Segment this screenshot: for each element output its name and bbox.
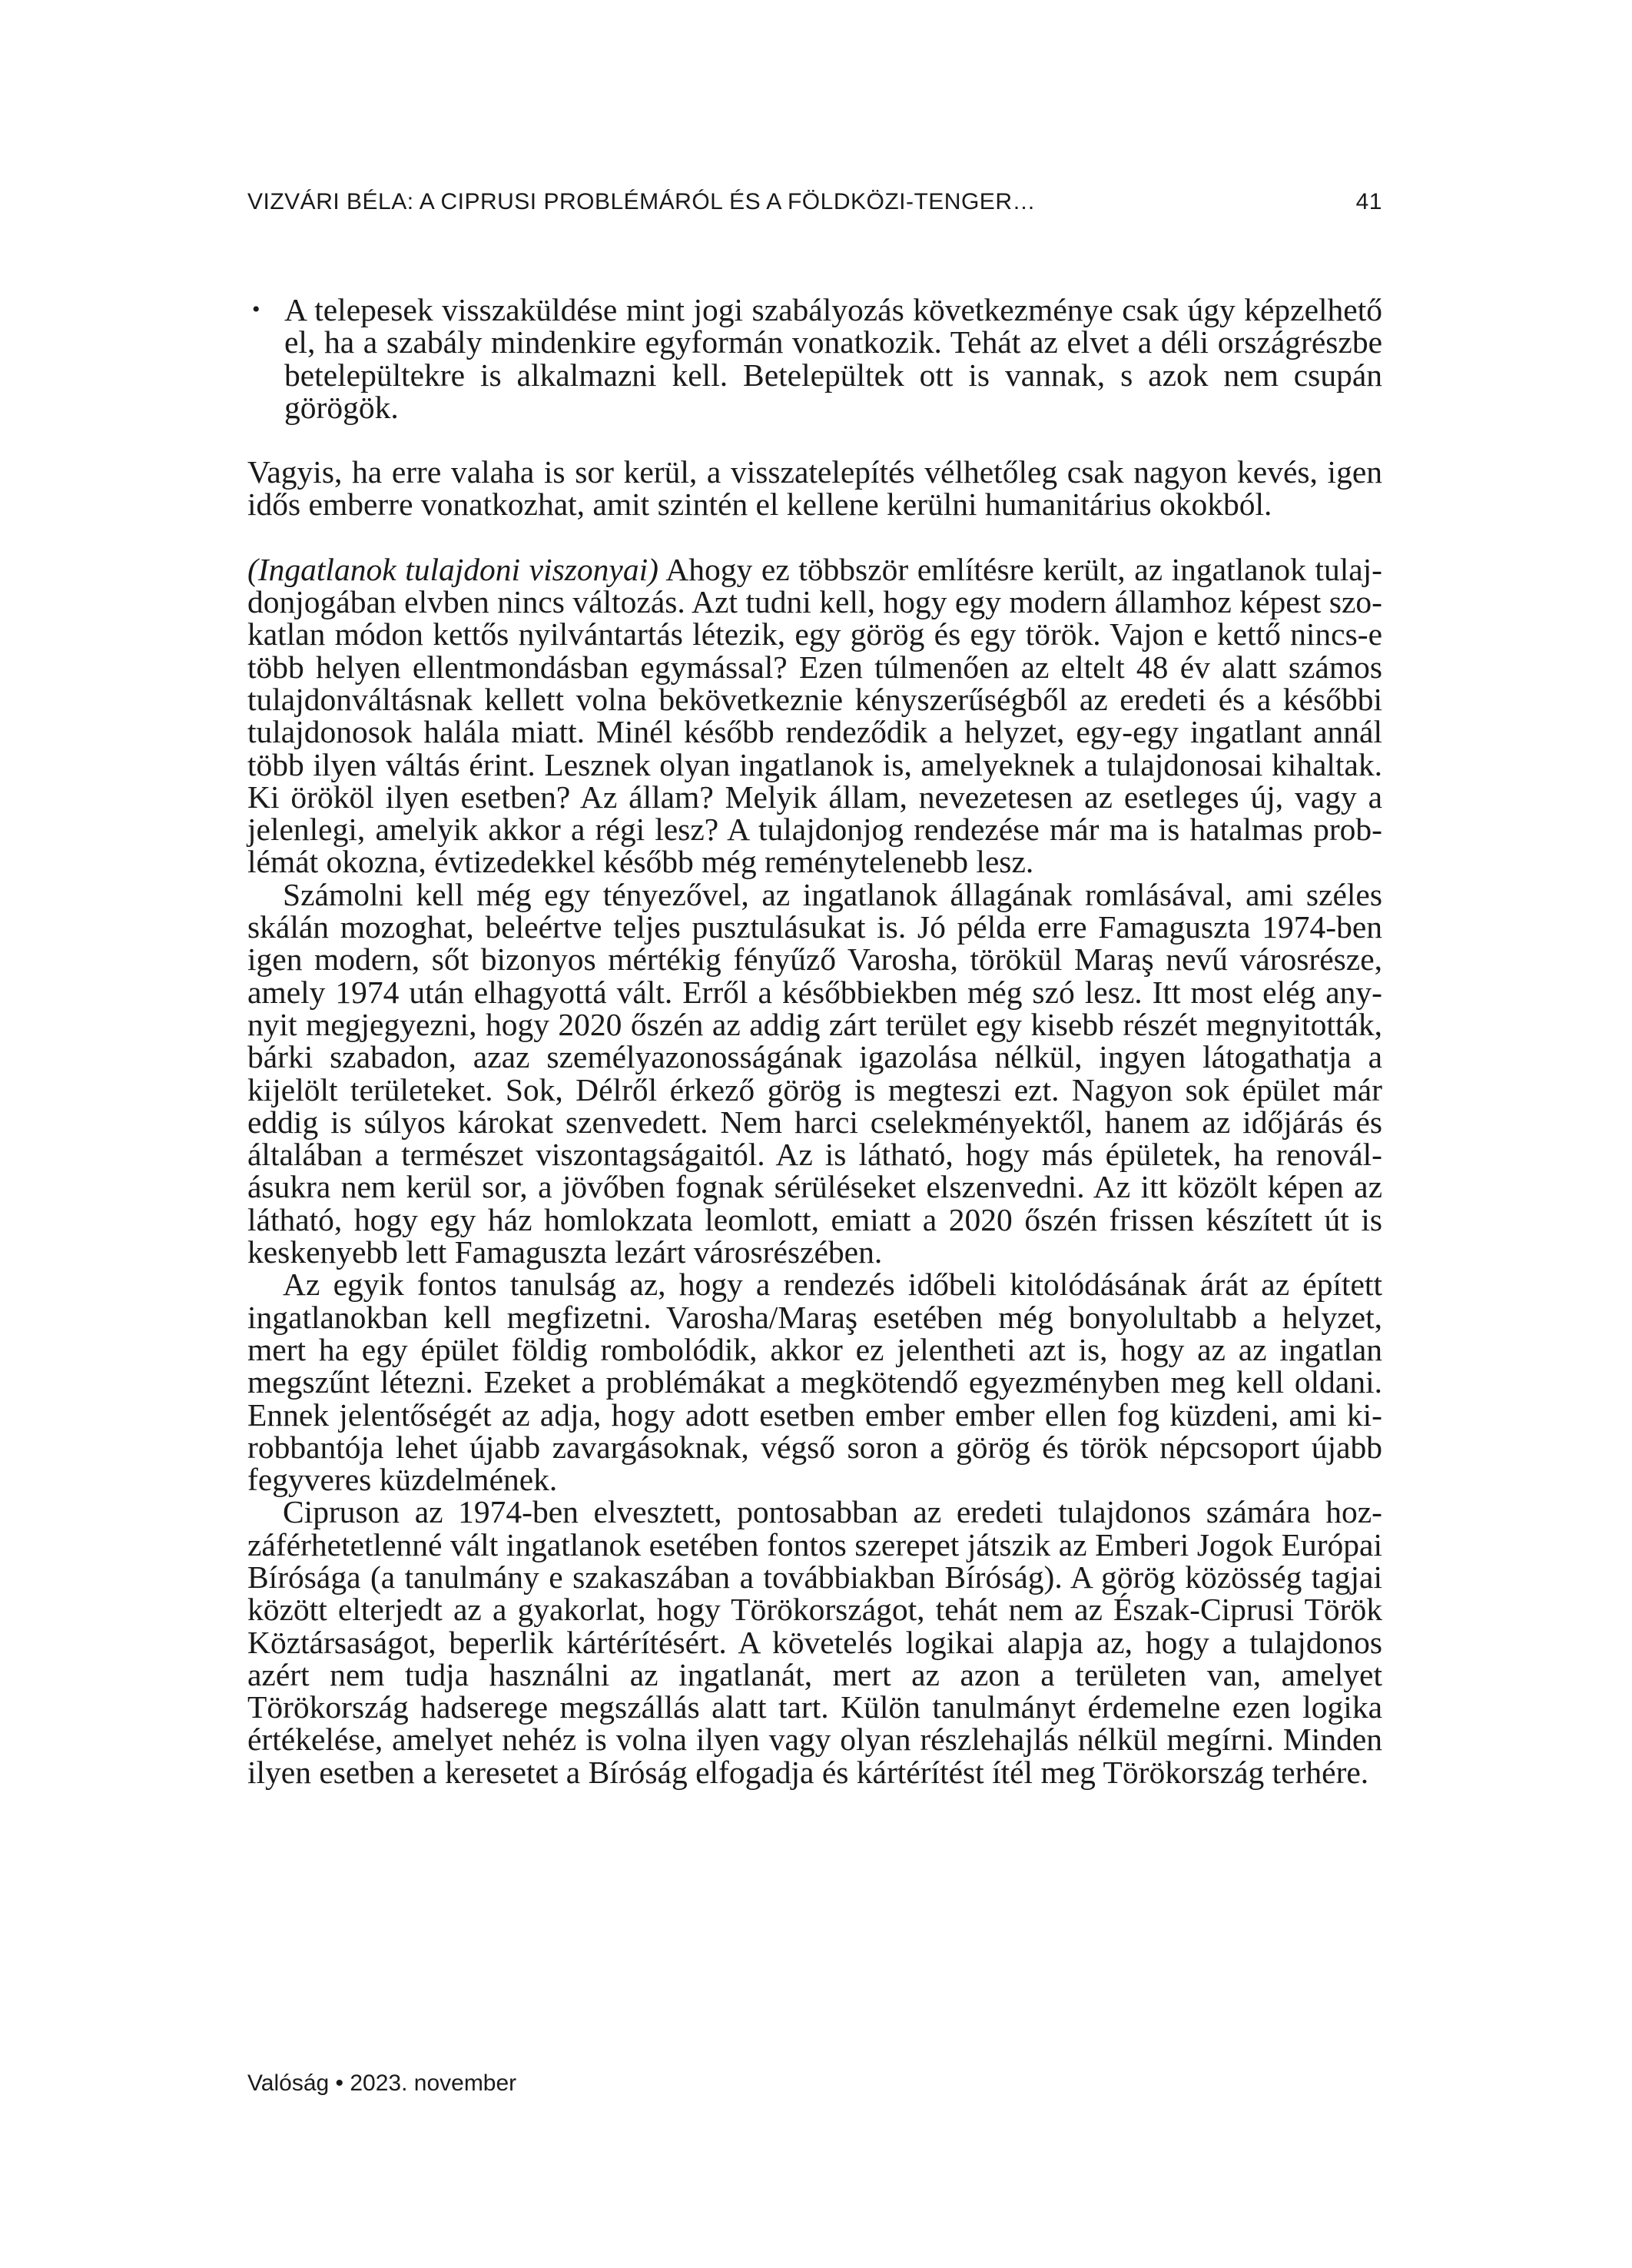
article-body	[247, 294, 1382, 1788]
bullet-text: A telepesek visszaküldése mint jogi szabályozás következménye csak úgy képzelhető el, ha a szabály mindenkire egyformán vonatkozik. Tehát az elvet a déli országrészbe betelepültekre is alkalmazni kell. Betelepültek ott is vannak, s azok nem csupán görögök.	[284, 292, 1382, 425]
page-number: 41	[1355, 189, 1382, 214]
running-title: VIZVÁRI BÉLA: A CIPRUSI PROBLÉMÁRÓL ÉS A FÖLDKÖZI-TENGER…	[247, 189, 1036, 214]
bullet-list-item	[247, 294, 1382, 423]
page-footer	[247, 2070, 516, 2097]
paragraph-text: Ahogy ez többször említésre került, az ingatlanok tulajdonjogában elvben nincs változás. Azt tudni kell, hogy egy modern államhoz képest szokatlan módon kettős nyilvántartás létezik, egy görög és egy török. Vajon e kettő nincs-e több helyen ellentmondásban egymással? Ezen túlmenően az eltelt 48 év alatt számos tulajdonváltásnak kellett volna bekövetkeznie kényszerűségből az eredeti és a későbbi tulajdonosok halála miatt. Minél később rendeződik a helyzet, egy-egy ingatlant annál több ilyen váltás érint. Lesznek olyan ingatlanok is, amelyeknek a tulajdonosai kihaltak. Ki örököl ilyen esetben? Az állam? Melyik állam, nevezetesen az esetleges új, vagy a jelenlegi, amelyik akkor a régi lesz? A tulajdonjog rendezése már ma is hatalmas problémát okozna, évtizedekkel később még reménytelenebb lesz.	[247, 551, 1382, 880]
paragraph-szamolni: Számolni kell még egy tényezővel, az ingatlanok állagának romlásával, ami széles skálán mozoghat, beleértve teljes pusztulásukat is. Jó példa erre Famaguszta 1974-ben igen modern, sőt bizonyos mértékig fényűző Varosha, törökül Maraş nevű városrésze, amely 1974 után elhagyottá vált. Erről a későbbiekben még szó lesz. Itt most elég anynyit megjegyezni, hogy 2020 őszén az addig zárt terület egy kisebb részét megnyitották, bárki szabadon, azaz személyazonosságának igazolása nélkül, ingyen látogathatja a kijelölt területeket. Sok, Délről érkező görög is megteszi ezt. Nagyon sok épület már eddig is súlyos károkat szenvedett. Nem harci cselekményektől, hanem az időjárás és általában a természet viszontagságaitól. Az is látható, hogy más épületek, ha renoválásukra nem kerül sor, a jövőben fognak sérüléseket elszenvedni. Az itt közölt képen az látható, hogy egy ház homlokzata leomlott, emiatt a 2020 őszén frissen készített út is keskenyebb lett Famaguszta lezárt városrészében.	[247, 876, 1382, 1270]
publication-info: Valóság • 2023. november	[247, 2070, 517, 2096]
running-head	[247, 189, 1382, 215]
paragraph-ingatlanok	[247, 553, 1382, 878]
paragraph-tanulsag: Az egyik fontos tanulság az, hogy a rendezés időbeli kitolódásának árát az épített ingatlanokban kell megfizetni. Varosha/Maraş esetében még bonyolultabb a helyzet, mert ha egy épület földig rombolódik, akkor ez jelentheti azt is, hogy az az ingatlan megszűnt létezni. Ezeket a problémákat a megkötendő egyezményben meg kell oldani. Ennek jelentőségét az adja, hogy adott esetben ember ember ellen fog küzdeni, ami kirobbantója lehet újabb zavargásoknak, végső soron a görög és török népcsoport újabb fegyveres küzdelmének.	[247, 1267, 1382, 1498]
section-run-in-heading: (Ingatlanok tulajdoni viszonyai)	[247, 551, 658, 587]
paragraph-vagyis: Vagyis, ha erre valaha is sor kerül, a visszatelepítés vélhetőleg csak nagyon kevés, igen idős emberre vonatkozhat, amit szintén el kellene kerülni humanitárius okokból.	[247, 454, 1382, 523]
paragraph-birosag: Cipruson az 1974-ben elvesztett, pontosabban az eredeti tulajdonos számára hozzáférhetetlenné vált ingatlanok esetében fontos szerepet játszik az Emberi Jogok Európai Bírósága (a tanulmány e szakaszában a továbbiakban Bíróság). A görög közösség tagjai között elterjedt az a gyakorlat, hogy Törökországot, tehát nem az Észak-Ciprusi Török Köztársaságot, beperlik kártérítésért. A követelés logikai alapja az, hogy a tulajdonos azért nem tudja használni az ingatlanát, mert az azon a területen van, amelyet Törökország hadserege megszállás alatt tart. Külön tanulmányt érdemelne ezen logika értékelése, amelyet nehéz is volna ilyen vagy olyan részlehajlás nélkül megírni. Minden ilyen esetben a keresetet a Bíróság elfogadja és kártérítést ítél meg Törökország terhére.	[247, 1494, 1382, 1790]
bullet-icon: •	[252, 297, 260, 322]
